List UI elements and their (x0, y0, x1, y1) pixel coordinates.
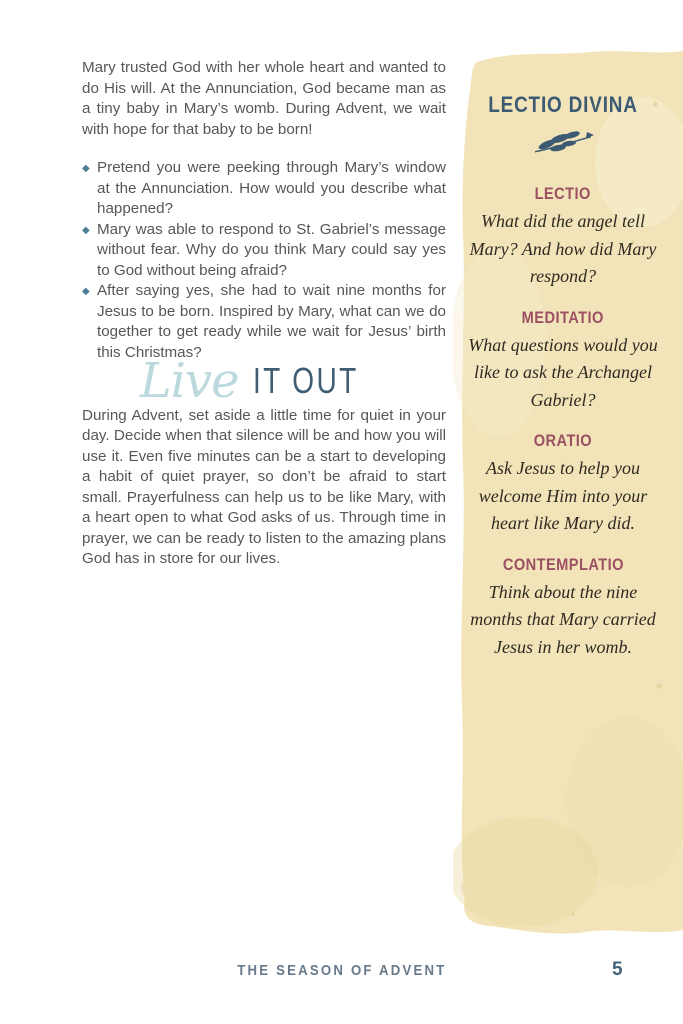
diamond-bullet-icon: ◆ (82, 224, 90, 236)
bullet-text: Mary was able to respond to St. Gabriel’s message without fear. Why do you think Mary could say yes to God without being afraid? (97, 220, 446, 279)
section-text: What questions would you like to ask the Archangel Gabriel? (468, 334, 658, 410)
live-it-out-heading (82, 353, 446, 409)
main-text-column (82, 58, 446, 588)
laurel-branch-icon (531, 124, 595, 165)
lectio-section (462, 167, 664, 291)
bullet-text: After saying yes, she had to wait nine months for Jesus to be born. Inspired by Mary, what can we do together to get ready while we wait for Jesus’ birth this Christmas? (97, 282, 446, 361)
footer-chapter-title: THE SEASON OF ADVENT (236, 962, 447, 979)
section-text: Ask Jesus to help you welcome Him into your heart like Mary did. (478, 458, 648, 533)
page-number: 5 (612, 959, 623, 980)
section-heading: MEDITATIO (521, 307, 605, 327)
meditatio-section (462, 291, 664, 415)
live-it-out-paragraph: During Advent, set aside a little time for quiet in your day. Decide when that silence will be and how you will use it. Even five minutes can be a start to developing a habit of quiet prayer, so don’t be afraid to start small. Prayerfulness can help us to be like Mary, with a heart open to what God asks of us. Through time in prayer, we can be ready to listen to the amazing plans God has in store for our lives. (82, 406, 446, 567)
section-text: What did the angel tell Mary? And how did Mary respond? (469, 211, 657, 286)
section-heading: LECTIO (534, 184, 592, 203)
oratio-section (462, 414, 664, 538)
intro-paragraph: Mary trusted God with her whole heart and wanted to do His will. At the Annunciation, God became man as a tiny baby in Mary’s womb. During Advent, we wait with hope for that baby to be born! (82, 59, 446, 138)
diamond-bullet-icon: ◆ (82, 286, 90, 297)
list-item (82, 281, 446, 363)
sidebar-content (462, 92, 664, 661)
list-item (82, 220, 446, 282)
bullet-text: Pretend you were peeking through Mary’s window at the Annunciation. How would you describe what happened? (97, 159, 446, 217)
list-item (82, 158, 446, 220)
live-script-word: Live (139, 353, 239, 409)
diamond-bullet-icon: ◆ (82, 163, 90, 174)
discussion-questions-list (82, 158, 446, 363)
section-heading: ORATIO (533, 431, 593, 450)
footer-chapter-title-wrap (0, 962, 683, 980)
sidebar-title: LECTIO DIVINA (488, 92, 638, 117)
section-heading: CONTEMPLATIO (502, 554, 624, 574)
contemplatio-section (462, 538, 664, 662)
it-out-caps-words: IT OUT (252, 360, 359, 401)
section-text: Think about the nine months that Mary carried Jesus in her womb. (470, 581, 656, 657)
